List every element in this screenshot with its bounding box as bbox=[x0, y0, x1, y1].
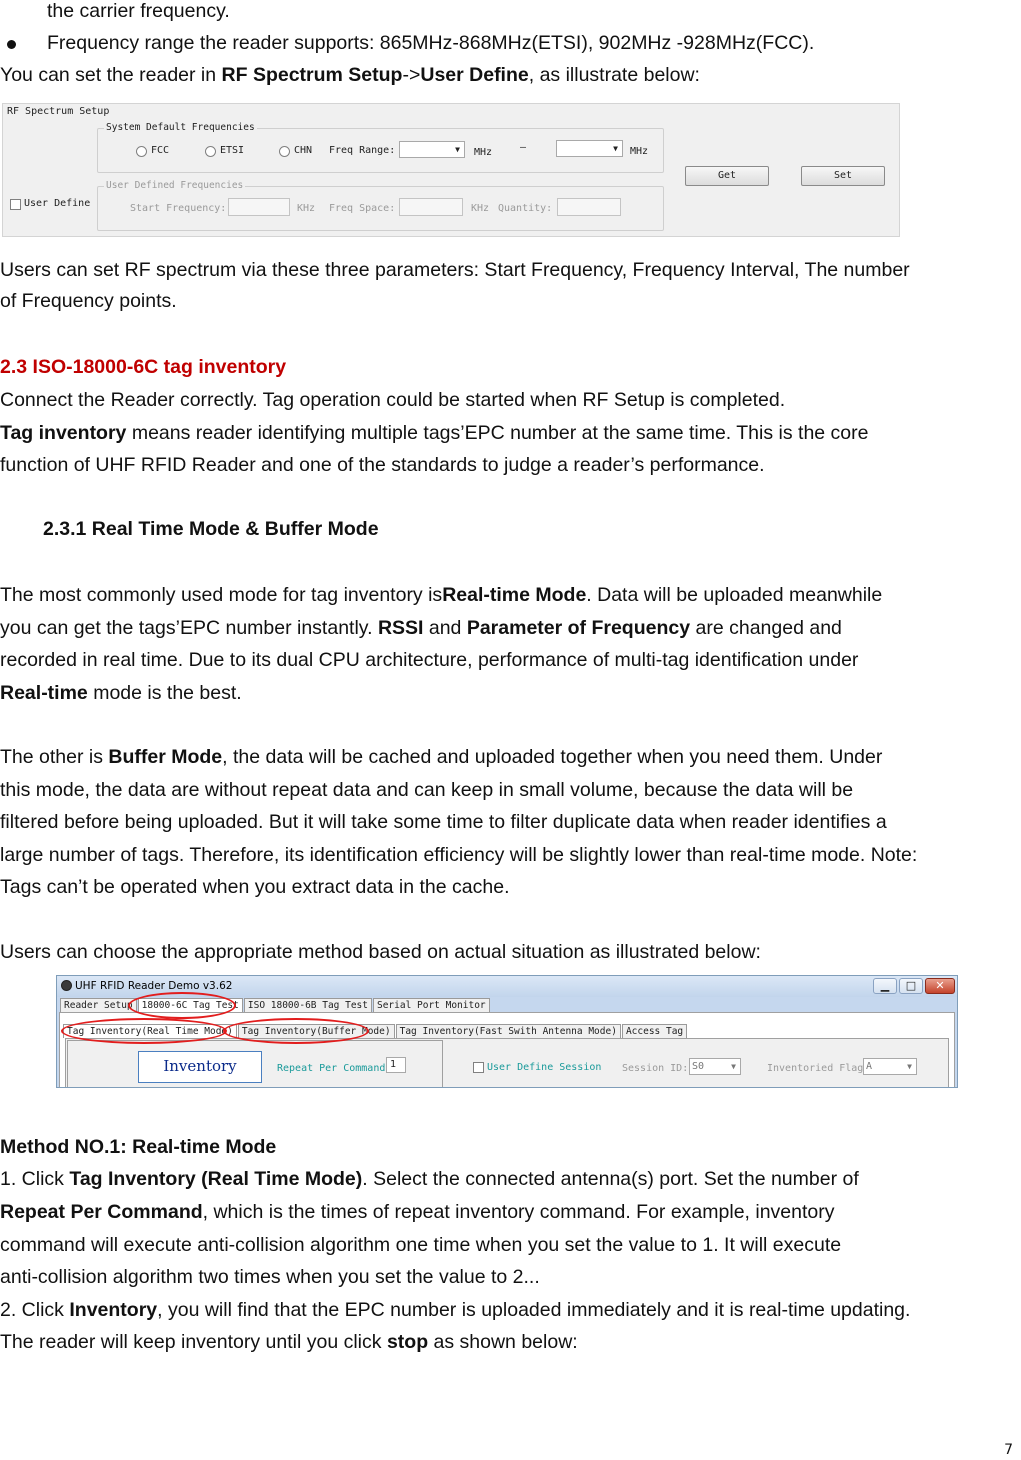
user-define-session-checkbox[interactable] bbox=[473, 1062, 484, 1073]
freq-range-bullet: Frequency range the reader supports: 865MHz-868MHz(ETSI), 902MHz -928MHz(FCC). bbox=[47, 32, 815, 54]
inventory-button[interactable]: Inventory bbox=[138, 1051, 262, 1083]
p1-line-1: The most commonly used mode for tag inventory isReal-time Mode. Data will be uploaded meanwhile bbox=[0, 584, 883, 606]
radio-fcc-label: FCC bbox=[151, 145, 170, 156]
tab-fast-switch-antenna[interactable]: Tag Inventory(Fast Swith Antenna Mode) bbox=[396, 1024, 621, 1038]
khz-unit-2: KHz bbox=[471, 203, 490, 214]
method1-step1-line3: command will execute anti-collision algorithm one time when you set the value to 1. It will execute bbox=[0, 1234, 842, 1256]
highlight-oval-buffer bbox=[223, 1018, 369, 1044]
section-2-3-line-2: Tag inventory means reader identifying multiple tags’EPC number at the same time. This is the core bbox=[0, 422, 869, 444]
maximize-icon[interactable]: □ bbox=[899, 978, 923, 994]
tab-18000-6c[interactable]: 18000-6C Tag Test bbox=[138, 998, 243, 1012]
get-button[interactable]: Get bbox=[685, 166, 769, 186]
radio-etsi[interactable] bbox=[205, 146, 216, 157]
inventoried-flag-label: Inventoried Flag bbox=[767, 1063, 864, 1074]
tab-access-tag[interactable]: Access Tag bbox=[622, 1024, 687, 1038]
start-frequency-label: Start Frequency: bbox=[130, 203, 227, 214]
session-id-select[interactable]: S0 ▼ bbox=[689, 1058, 741, 1075]
rf-params-line-1: Users can set RF spectrum via these three parameters: Start Frequency, Frequency Interval, The number bbox=[0, 259, 910, 281]
radio-chn-label: CHN bbox=[294, 145, 313, 156]
dropdown-arrow-icon: ▼ bbox=[907, 1062, 912, 1071]
repeat-per-command-label: Repeat Per Command bbox=[277, 1063, 386, 1074]
p2-line-2: this mode, the data are without repeat data and can keep in small volume, because the data will be bbox=[0, 779, 854, 801]
radio-etsi-label: ETSI bbox=[220, 145, 245, 156]
radio-fcc[interactable] bbox=[136, 146, 147, 157]
section-2-3-1-heading: 2.3.1 Real Time Mode & Buffer Mode bbox=[43, 518, 379, 540]
user-define-session-label: User Define Session bbox=[487, 1062, 602, 1073]
session-id-label: Session ID: bbox=[622, 1063, 689, 1074]
set-button[interactable]: Set bbox=[801, 166, 885, 186]
p2-line-5: Tags can’t be operated when you extract data in the cache. bbox=[0, 876, 510, 898]
freq-range-start-select[interactable] bbox=[399, 141, 465, 158]
rf-spectrum-title: RF Spectrum Setup bbox=[7, 106, 110, 117]
method1-heading: Method NO.1: Real-time Mode bbox=[0, 1136, 277, 1158]
method1-step1-line1: 1. Click Tag Inventory (Real Time Mode). Select the connected antenna(s) port. Set the number of bbox=[0, 1168, 859, 1190]
carrier-line: the carrier frequency. bbox=[47, 0, 230, 22]
inventoried-flag-select[interactable]: A ▼ bbox=[863, 1058, 917, 1075]
p1-line-3: recorded in real time. Due to its dual CPU architecture, performance of multi-tag identification under bbox=[0, 649, 859, 671]
method1-step2-line1: 2. Click Inventory, you will find that the EPC number is uploaded immediately and it is real-time updating. bbox=[0, 1299, 911, 1321]
bullet-icon bbox=[7, 40, 16, 49]
rf-params-line-2: of Frequency points. bbox=[0, 290, 177, 312]
freq-range-label: Freq Range: bbox=[329, 145, 396, 156]
khz-unit-1: KHz bbox=[297, 203, 316, 214]
method1-step2-line2: The reader will keep inventory until you click stop as shown below: bbox=[0, 1331, 578, 1353]
range-dash: — bbox=[520, 142, 527, 153]
p2-line-3: filtered before being uploaded. But it will take some time to filter duplicate data when reader identifies a bbox=[0, 811, 887, 833]
method1-step1-line4: anti-collision algorithm two times when you set the value to 2... bbox=[0, 1266, 540, 1288]
app-icon bbox=[61, 980, 72, 991]
highlight-oval-6c-tab bbox=[128, 992, 236, 1019]
user-define-label: User Define bbox=[24, 198, 91, 209]
dropdown-arrow-icon: ▼ bbox=[455, 145, 460, 154]
p1-line-4: Real-time mode is the best. bbox=[0, 682, 242, 704]
tab-real-time-mode[interactable]: Tag Inventory(Real Time Mode) bbox=[63, 1024, 237, 1038]
tab-buffer-mode[interactable]: Tag Inventory(Buffer Mode) bbox=[238, 1024, 395, 1038]
user-define-checkbox[interactable] bbox=[10, 199, 21, 210]
dropdown-arrow-icon: ▼ bbox=[613, 144, 618, 153]
freq-space-input[interactable] bbox=[399, 198, 463, 216]
main-tab-row bbox=[60, 998, 491, 1012]
method1-step1-line2: Repeat Per Command, which is the times of repeat inventory command. For example, inventory bbox=[0, 1201, 835, 1223]
quantity-input[interactable] bbox=[557, 198, 621, 216]
quantity-label: Quantity: bbox=[498, 203, 553, 214]
set-reader-line: You can set the reader in RF Spectrum Setup->User Define, as illustrate below: bbox=[0, 64, 700, 86]
mhz-unit-1: MHz bbox=[474, 147, 493, 158]
user-defined-group: User Defined Frequencies bbox=[97, 186, 664, 231]
highlight-oval-real-time bbox=[61, 1018, 227, 1044]
page-number: 7 bbox=[1004, 1442, 1013, 1458]
tab-iso-18000-6b[interactable]: ISO 18000-6B Tag Test bbox=[244, 998, 372, 1012]
p2-line-4: large number of tags. Therefore, its identification efficiency will be slightly lower than real-time mode. Note: bbox=[0, 844, 918, 866]
p3-line: Users can choose the appropriate method based on actual situation as illustrated below: bbox=[0, 941, 761, 963]
section-2-3-line-3: function of UHF RFID Reader and one of the standards to judge a reader’s performance. bbox=[0, 454, 765, 476]
freq-range-end-select[interactable] bbox=[556, 140, 623, 157]
p1-line-2: you can get the tags’EPC number instantly. RSSI and Parameter of Frequency are changed and bbox=[0, 617, 842, 639]
p2-line-1: The other is Buffer Mode, the data will be cached and uploaded together when you need them. Under bbox=[0, 746, 883, 768]
tab-serial-port-monitor[interactable]: Serial Port Monitor bbox=[373, 998, 490, 1012]
mhz-unit-2: MHz bbox=[630, 146, 649, 157]
section-2-3-heading: 2.3 ISO-18000-6C tag inventory bbox=[0, 356, 287, 378]
tab-reader-setup[interactable]: Reader Setup bbox=[60, 998, 137, 1012]
start-frequency-input[interactable] bbox=[228, 198, 290, 216]
dropdown-arrow-icon: ▼ bbox=[731, 1062, 736, 1071]
freq-space-label: Freq Space: bbox=[329, 203, 396, 214]
window-title: UHF RFID Reader Demo v3.62 bbox=[75, 980, 233, 992]
repeat-per-command-input[interactable]: 1 bbox=[386, 1057, 406, 1073]
section-2-3-line-1: Connect the Reader correctly. Tag operation could be started when RF Setup is completed. bbox=[0, 389, 786, 411]
close-icon[interactable]: ✕ bbox=[925, 978, 955, 994]
reader-demo-screenshot bbox=[56, 975, 958, 1088]
radio-chn[interactable] bbox=[279, 146, 290, 157]
minimize-icon[interactable]: ▁ bbox=[873, 978, 897, 994]
system-default-group: System Default Frequencies bbox=[97, 128, 664, 173]
rf-spectrum-screenshot bbox=[2, 103, 900, 237]
